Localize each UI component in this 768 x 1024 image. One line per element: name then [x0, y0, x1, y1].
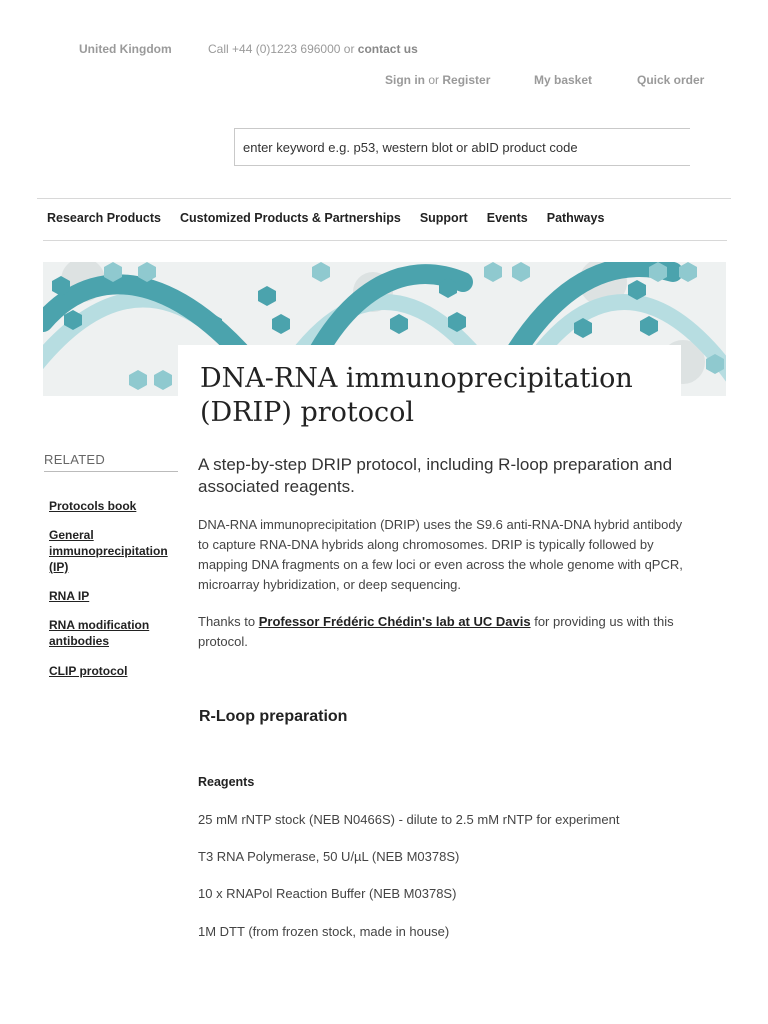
nav-bottom-divider [43, 240, 727, 241]
phone-text: Call +44 (0)1223 696000 or [208, 42, 355, 56]
thanks-paragraph [198, 612, 693, 652]
thanks-prefix: Thanks to [198, 614, 256, 629]
related-link-rna-modification[interactable]: RNA modification antibodies [49, 618, 150, 648]
section-heading-rloop: R-Loop preparation [199, 708, 348, 725]
description-paragraph: DNA-RNA immunoprecipitation (DRIP) uses the S9.6 anti-RNA-DNA hybrid antibody to capture RNA-DNA hybrids along chromosomes. DRIP is typically followed by mapping DNA fragments on a few loci or even across the whole genome with qPCR, microarray hybridization, or deep sequencing. [198, 517, 683, 592]
basket-link[interactable]: My basket [534, 73, 593, 87]
nav-research-products[interactable]: Research Products [47, 211, 161, 225]
related-divider [44, 471, 178, 472]
related-link-clip-protocol[interactable]: CLIP protocol [49, 664, 128, 678]
related-link-rna-ip[interactable]: RNA IP [49, 589, 90, 603]
reagent-item: 10 x RNAPol Reaction Buffer (NEB M0378S) [198, 886, 457, 901]
nav-top-divider [37, 198, 731, 199]
page-title: DNA-RNA immunoprecipitation (DRIP) protocol [200, 363, 633, 428]
related-link-protocols-book[interactable]: Protocols book [49, 499, 137, 513]
region-selector[interactable]: United Kingdom [79, 42, 172, 56]
search-input[interactable] [235, 129, 690, 165]
nav-events[interactable]: Events [486, 211, 528, 225]
contact-line [208, 42, 418, 56]
thanks-suffix: for providing us with this protocol. [198, 614, 674, 649]
intro-text: A step-by-step DRIP protocol, including R-loop preparation and associated reagents. [198, 455, 673, 496]
main-nav [47, 211, 604, 225]
sign-in-link[interactable]: Sign in [385, 73, 425, 87]
related-heading: RELATED [44, 452, 106, 467]
chedin-lab-link[interactable]: Professor Frédéric Chédin's lab at UC Davis [258, 614, 531, 629]
contact-us-link[interactable]: contact us [357, 42, 418, 56]
or-text: or [428, 73, 440, 87]
nav-pathways[interactable]: Pathways [546, 211, 605, 225]
register-link[interactable]: Register [442, 73, 491, 87]
reagent-item: T3 RNA Polymerase, 50 U/µL (NEB M0378S) [198, 849, 460, 864]
nav-customized-products[interactable]: Customized Products & Partnerships [179, 211, 401, 225]
reagent-item: 1M DTT (from frozen stock, made in house) [198, 924, 450, 939]
search-box [234, 128, 690, 166]
reagent-item: 25 mM rNTP stock (NEB N0466S) - dilute to 2.5 mM rNTP for experiment [198, 812, 620, 827]
quick-order-link[interactable]: Quick order [637, 73, 705, 87]
reagents-heading: Reagents [198, 775, 255, 789]
account-links [385, 73, 490, 87]
related-link-general-ip[interactable]: General immunoprecipitation (IP) [49, 528, 168, 574]
nav-support[interactable]: Support [419, 211, 468, 225]
